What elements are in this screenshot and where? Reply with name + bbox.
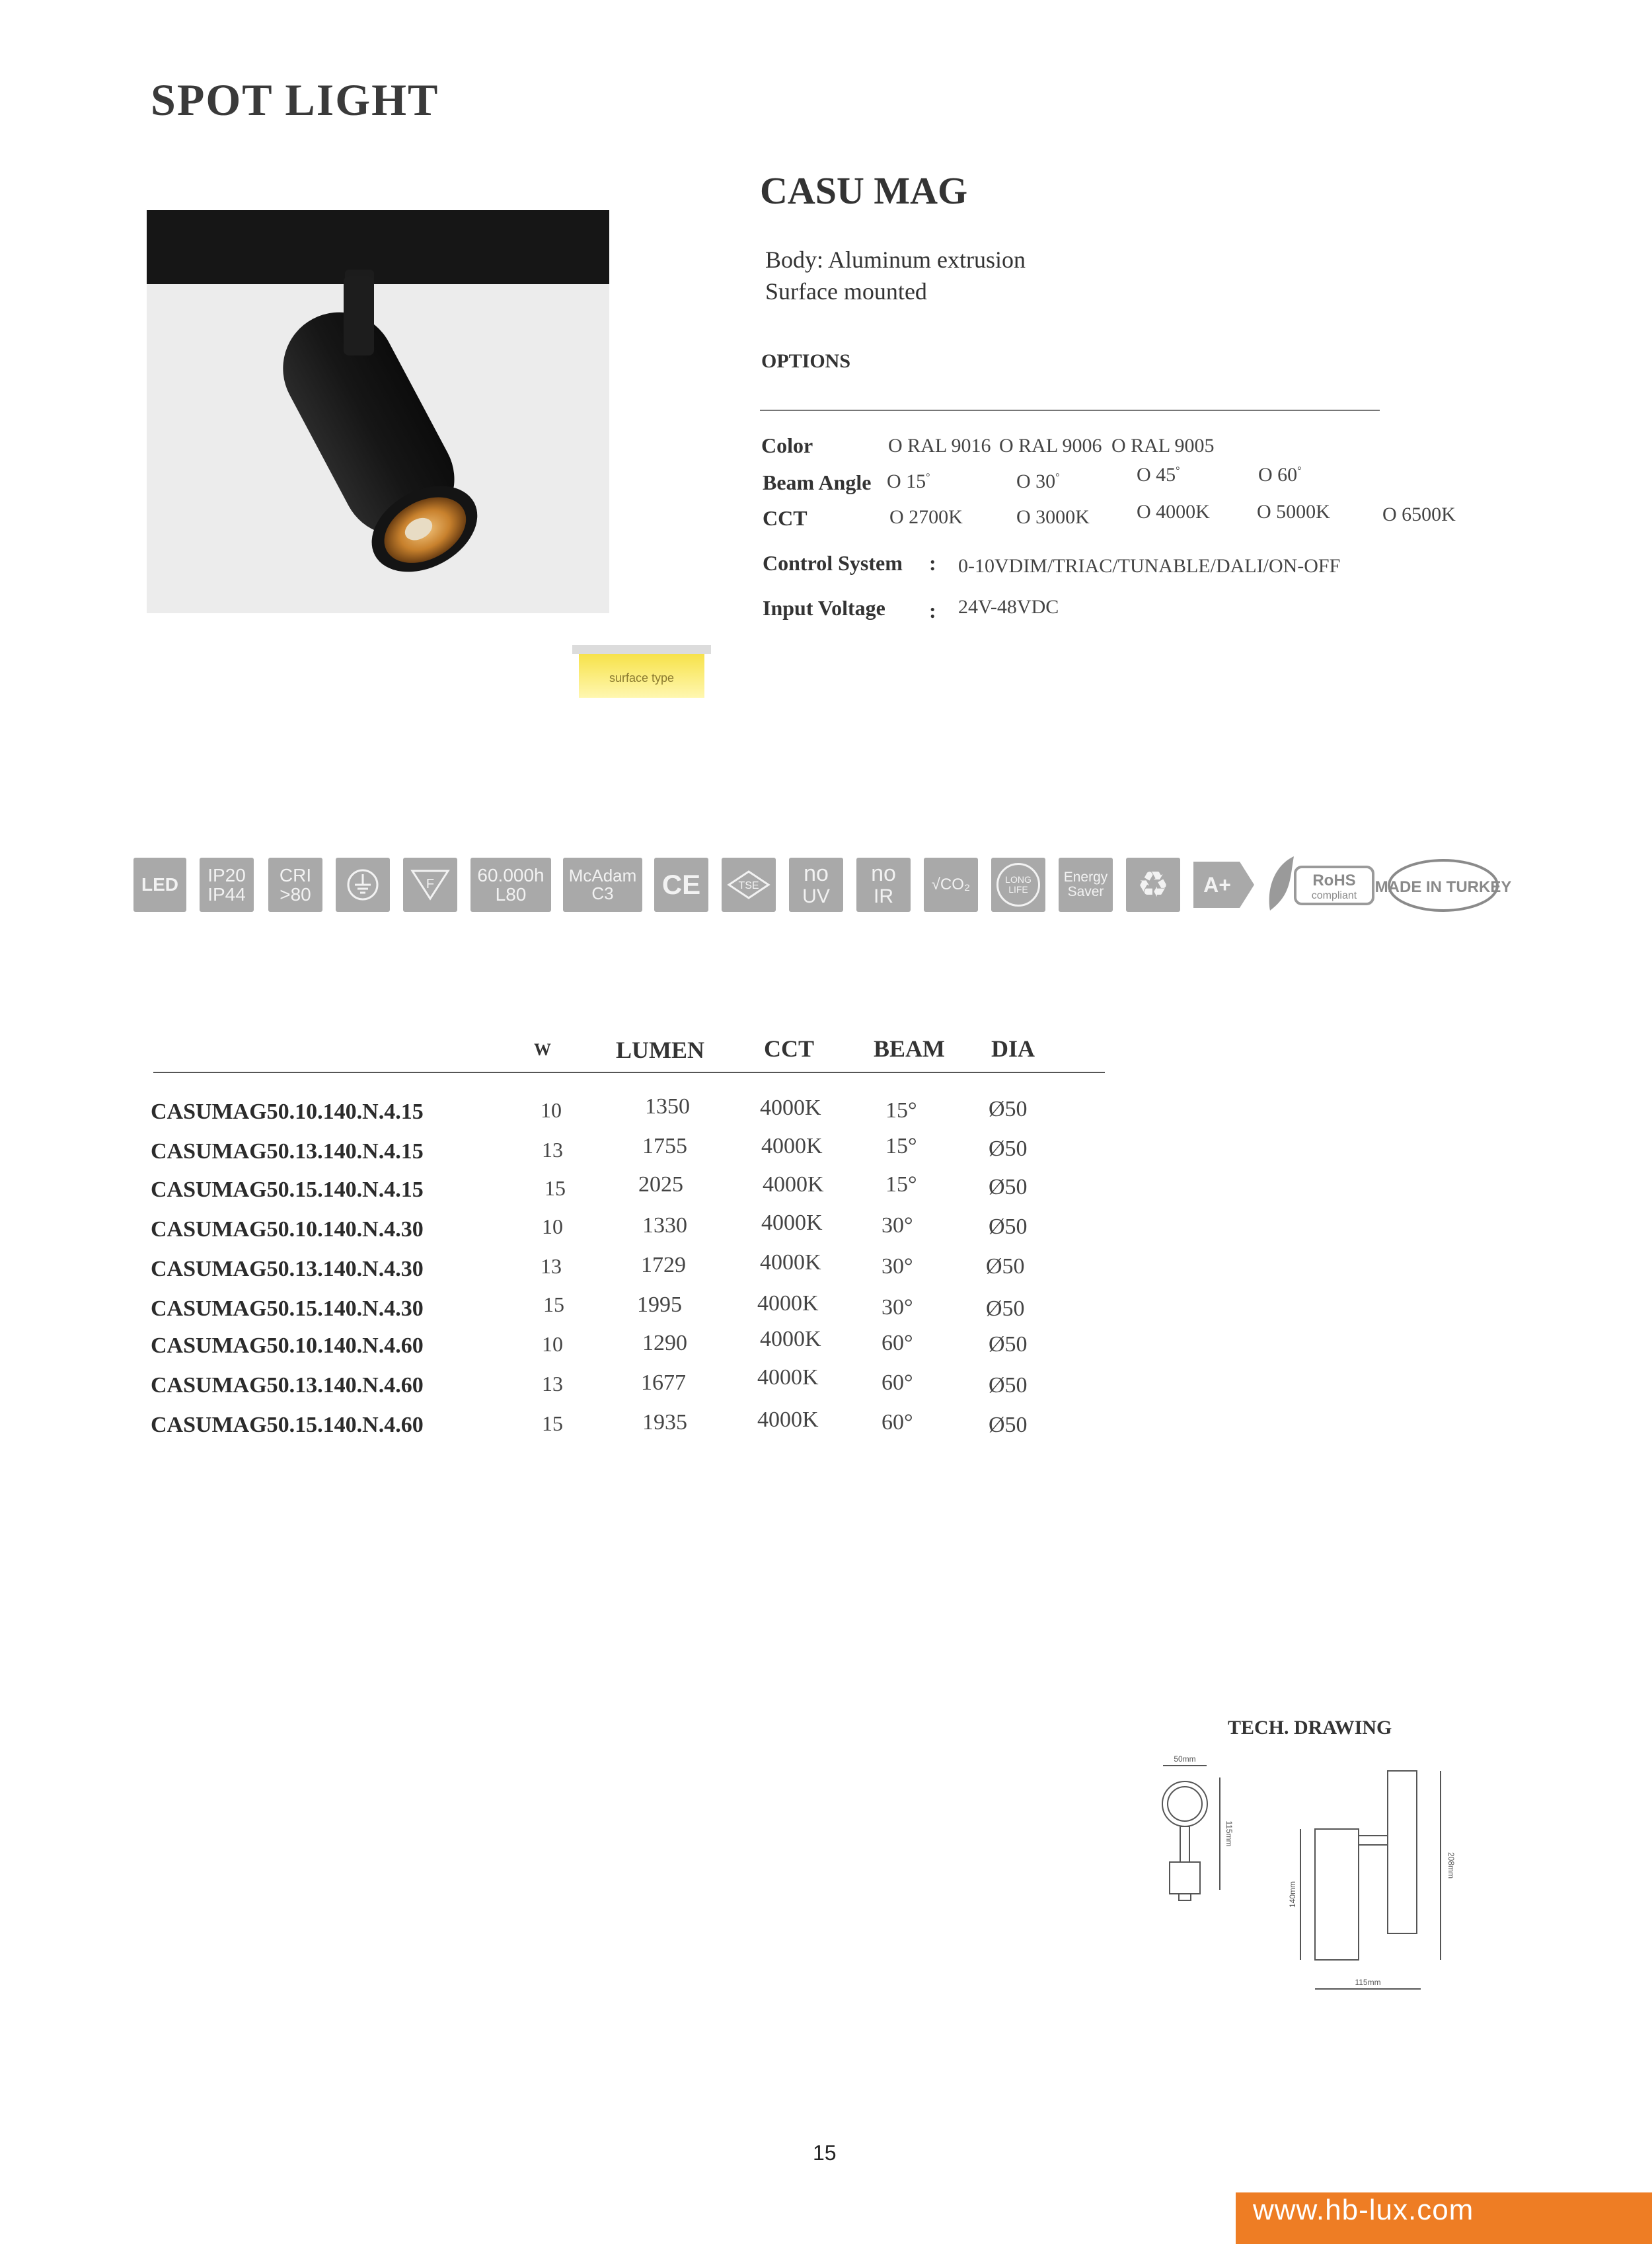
column-header-beam: BEAM [874, 1035, 945, 1062]
beam-value: 15° [885, 1134, 917, 1158]
watt-value: 15 [542, 1411, 563, 1435]
section-title: SPOT LIGHT [151, 75, 439, 125]
lumen-value: 1935 [642, 1410, 687, 1435]
cct-option: O 5000K [1257, 501, 1330, 523]
product-code: CASUMAG50.15.140.N.4.60 [151, 1413, 424, 1437]
beam-angle-option: O 45° [1137, 464, 1180, 486]
beam-value: 60° [882, 1331, 913, 1355]
watt-value: 13 [541, 1254, 562, 1278]
technical-drawing [1143, 1751, 1460, 2002]
lumen-value: 1290 [642, 1331, 687, 1355]
cct-value: 4000K [757, 1407, 819, 1432]
lumen-value: 1330 [642, 1213, 687, 1238]
ground-symbol-icon [336, 858, 390, 912]
cct-value: 4000K [760, 1250, 821, 1275]
product-code: CASUMAG50.13.140.N.4.60 [151, 1373, 424, 1398]
cct-option: O 6500K [1382, 504, 1456, 525]
energy-saver-icon: Energy Saver [1059, 858, 1113, 912]
control-system-value: 0-10VDIM/TRIAC/TUNABLE/DALI/ON-OFF [958, 555, 1341, 577]
tse-icon [722, 858, 776, 912]
column-header-lumen: LUMEN [616, 1037, 704, 1063]
surface-type-label: surface type [609, 671, 675, 685]
beam-value: 30° [882, 1254, 913, 1279]
svg-text:compliant: compliant [1311, 890, 1357, 901]
color-option: O RAL 9006 [999, 435, 1102, 457]
beam-angle-option: O 60° [1258, 464, 1302, 486]
product-code: CASUMAG50.10.140.N.4.30 [151, 1217, 424, 1242]
beam-angle-label: Beam Angle [763, 470, 872, 494]
no-uv-icon: no UV [789, 858, 843, 912]
surface-type-badge [572, 645, 711, 698]
beam-angle-option: O 15° [887, 470, 930, 492]
recycle-icon: ♻ [1126, 858, 1180, 912]
watt-value: 15 [544, 1176, 566, 1200]
long-life-icon: LONG LIFE [991, 858, 1045, 912]
svg-text:115mm: 115mm [1224, 1820, 1234, 1847]
svg-text:115mm: 115mm [1355, 1978, 1381, 1987]
control-system-separator: : [929, 551, 936, 575]
watt-value: 10 [542, 1215, 563, 1238]
input-voltage-label: Input Voltage [763, 596, 885, 620]
lumen-value: 1677 [641, 1370, 686, 1395]
cct-value: 4000K [761, 1134, 823, 1158]
svg-text:50mm: 50mm [1174, 1754, 1196, 1764]
led-icon: LED [133, 858, 186, 912]
cct-value: 4000K [760, 1327, 821, 1351]
cct-option: O 4000K [1137, 501, 1210, 523]
product-code: CASUMAG50.13.140.N.4.15 [151, 1139, 424, 1164]
input-voltage-separator: : [929, 599, 936, 622]
input-voltage-value: 24V-48VDC [958, 596, 1059, 618]
control-system-label: Control System [763, 551, 903, 575]
product-photo [147, 210, 609, 613]
beam-value: 15° [885, 1098, 917, 1123]
product-code: CASUMAG50.15.140.N.4.15 [151, 1178, 424, 1202]
watt-value: 13 [542, 1372, 563, 1396]
product-name: CASU MAG [760, 169, 968, 212]
f-mark-icon [403, 858, 457, 912]
lumen-value: 1729 [641, 1253, 686, 1277]
product-description-line: Surface mounted [765, 278, 927, 305]
dia-value: Ø50 [986, 1296, 1025, 1321]
made-in-turkey-icon [1374, 858, 1512, 913]
dia-value: Ø50 [989, 1332, 1028, 1357]
dia-value: Ø50 [989, 1215, 1028, 1239]
lumen-value: 1350 [645, 1094, 690, 1119]
cct-option: O 3000K [1016, 506, 1090, 528]
energy-class-icon [1193, 862, 1254, 908]
svg-text:RoHS: RoHS [1312, 872, 1356, 889]
beam-angle-option: O 30° [1016, 470, 1060, 492]
website-link[interactable]: www.hb-lux.com [1253, 2194, 1474, 2226]
beam-value: 60° [882, 1410, 913, 1435]
spotlight-body-icon [147, 210, 609, 613]
cct-label: CCT [763, 506, 807, 530]
beam-value: 15° [885, 1172, 917, 1197]
svg-text:F: F [426, 877, 435, 891]
beam-value: 30° [882, 1295, 913, 1320]
column-header-dia: DIA [991, 1035, 1035, 1062]
product-code: CASUMAG50.13.140.N.4.30 [151, 1257, 424, 1281]
options-heading: OPTIONS [761, 350, 851, 372]
cct-value: 4000K [760, 1096, 821, 1120]
product-code: CASUMAG50.10.140.N.4.60 [151, 1333, 424, 1358]
tech-drawing-title: TECH. DRAWING [1228, 1717, 1392, 1739]
watt-value: 15 [543, 1292, 564, 1316]
svg-text:208mm: 208mm [1446, 1851, 1456, 1879]
product-code: CASUMAG50.15.140.N.4.30 [151, 1296, 424, 1321]
svg-text:TSE: TSE [738, 880, 759, 891]
no-ir-icon: no IR [856, 858, 911, 912]
dia-value: Ø50 [986, 1254, 1025, 1279]
cct-value: 4000K [761, 1211, 823, 1235]
dia-value: Ø50 [989, 1175, 1028, 1199]
beam-value: 60° [882, 1370, 913, 1395]
dia-value: Ø50 [989, 1137, 1028, 1161]
cri-icon: CRI >80 [268, 858, 322, 912]
lumen-value: 2025 [638, 1172, 683, 1197]
svg-text:140mm: 140mm [1288, 1881, 1297, 1908]
product-description-line: Body: Aluminum extrusion [765, 246, 1026, 273]
table-divider [153, 1072, 1105, 1073]
svg-text:A+: A+ [1203, 873, 1231, 897]
ce-mark-icon: CE [654, 858, 708, 912]
cct-value: 4000K [757, 1365, 819, 1390]
options-divider [760, 410, 1380, 411]
column-header-cct: CCT [764, 1035, 815, 1062]
page-number: 15 [813, 2141, 837, 2165]
lumen-value: 1755 [642, 1134, 687, 1158]
cct-option: O 2700K [889, 506, 963, 528]
ip-rating-icon: IP20 IP44 [200, 858, 254, 912]
lifetime-icon: 60.000h L80 [470, 858, 551, 912]
watt-value: 13 [542, 1138, 563, 1162]
cct-value: 4000K [763, 1172, 824, 1197]
column-header-w: W [534, 1040, 551, 1059]
color-option: O RAL 9005 [1111, 435, 1215, 457]
beam-value: 30° [882, 1213, 913, 1238]
color-option: O RAL 9016 [888, 435, 991, 457]
watt-value: 10 [541, 1098, 562, 1122]
cct-value: 4000K [757, 1291, 819, 1316]
dia-value: Ø50 [989, 1373, 1028, 1398]
mcadam-icon: McAdam C3 [563, 858, 642, 912]
lumen-value: 1995 [637, 1292, 682, 1317]
svg-text:MADE IN TURKEY: MADE IN TURKEY [1374, 878, 1512, 896]
co2-icon: √CO₂ [924, 858, 978, 912]
watt-value: 10 [542, 1332, 563, 1356]
dia-value: Ø50 [989, 1413, 1028, 1437]
dia-value: Ø50 [989, 1097, 1028, 1121]
product-code: CASUMAG50.10.140.N.4.15 [151, 1100, 424, 1124]
rohs-icon [1263, 852, 1376, 916]
color-label: Color [761, 433, 813, 457]
